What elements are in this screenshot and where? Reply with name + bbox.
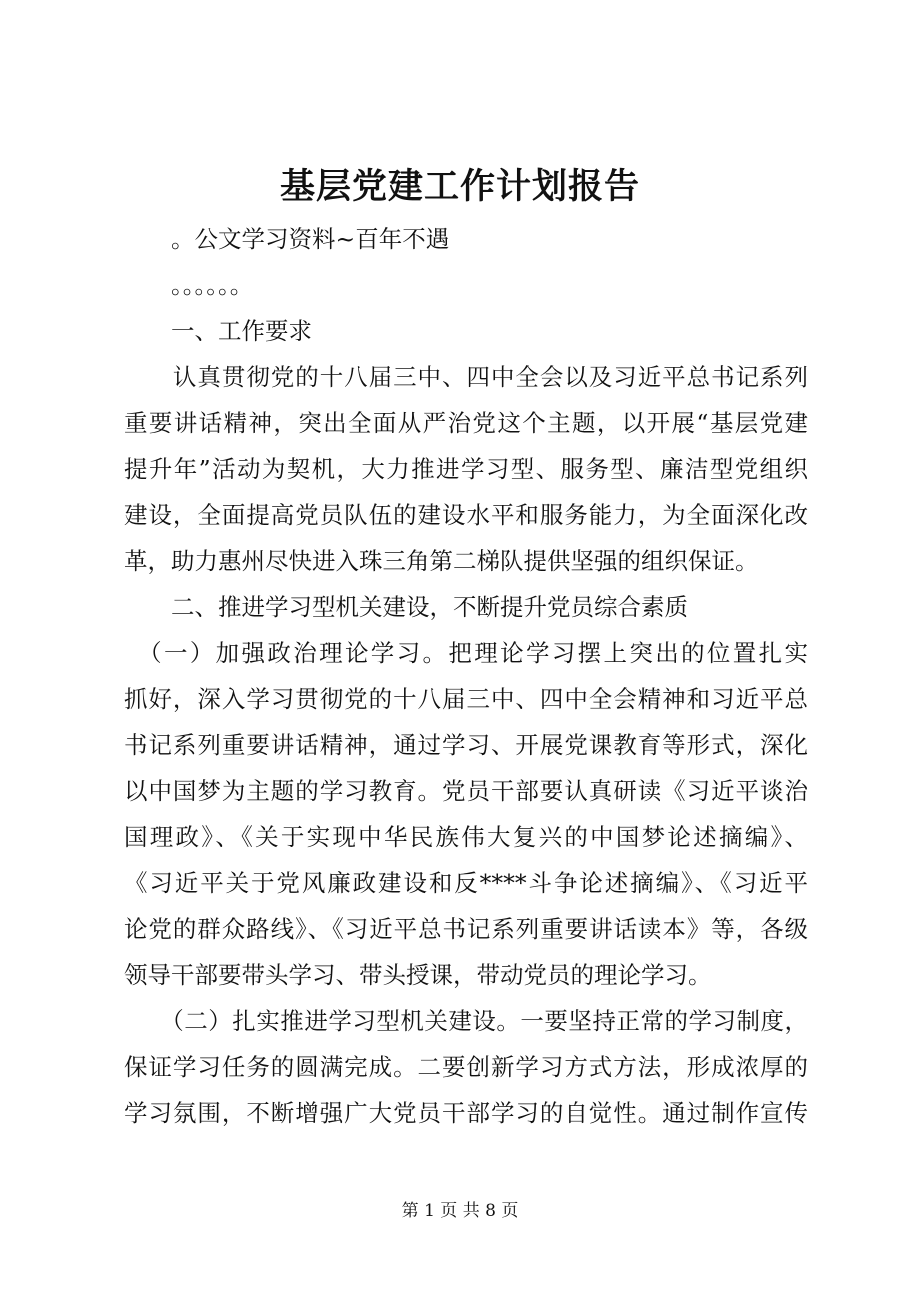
paragraph-line: 领导干部要带头学习、带头授课，带动党员的理论学习。: [124, 961, 712, 989]
paragraph-line: 书记系列重要讲话精神，通过学习、开展党课教育等形式，深化: [124, 731, 808, 759]
document-body: [124, 216, 808, 1136]
paragraph-line: （一）加强政治理论学习。把理论学习摆上突出的位置扎实: [124, 639, 808, 667]
paragraph-line: 国理政》、《关于实现中华民族伟大复兴的中国梦论述摘编》、: [124, 823, 808, 851]
paragraph-line: 。。。。。。: [124, 271, 254, 299]
paragraph-line: 提升年”活动为契机，大力推进学习型、服务型、廉洁型党组织: [124, 455, 808, 483]
paragraph-line: 学习氛围，不断增强广大党员干部学习的自觉性。通过制作宣传: [124, 1099, 808, 1127]
paragraph-line: 一、工作要求: [124, 317, 312, 345]
paragraph-line: 建设，全面提高党员队伍的建设水平和服务能力，为全面深化改: [124, 501, 808, 529]
paragraph-line: 认真贯彻党的十八届三中、四中全会以及习近平总书记系列: [124, 363, 808, 391]
paragraph-line: 抓好，深入学习贯彻党的十八届三中、四中全会精神和习近平总: [124, 685, 808, 713]
document-title: 基层党建工作计划报告: [279, 166, 640, 207]
paragraph-line: 二、推进学习型机关建设，不断提升党员综合素质: [124, 593, 688, 621]
paragraph-line: （二）扎实推进学习型机关建设。一要坚持正常的学习制度，: [124, 1007, 808, 1035]
page-footer: 第 1 页 共 8 页: [401, 1201, 519, 1221]
paragraph-line: 革，助力惠州尽快进入珠三角第二梯队提供坚强的组织保证。: [124, 547, 759, 575]
paragraph-line: 保证学习任务的圆满完成。二要创新学习方式方法，形成浓厚的: [124, 1053, 808, 1081]
paragraph-line: 。公文学习资料~百年不遇: [124, 225, 450, 253]
paragraph-line: 《习近平关于党风廉政建设和反****斗争论述摘编》、《习近平: [124, 869, 808, 897]
paragraph-line: 以中国梦为主题的学习教育。党员干部要认真研读《习近平谈治: [124, 777, 808, 805]
paragraph-line: 重要讲话精神，突出全面从严治党这个主题，以开展“基层党建: [124, 409, 808, 437]
paragraph-line: 论党的群众路线》、《习近平总书记系列重要讲话读本》等，各级: [124, 915, 808, 943]
